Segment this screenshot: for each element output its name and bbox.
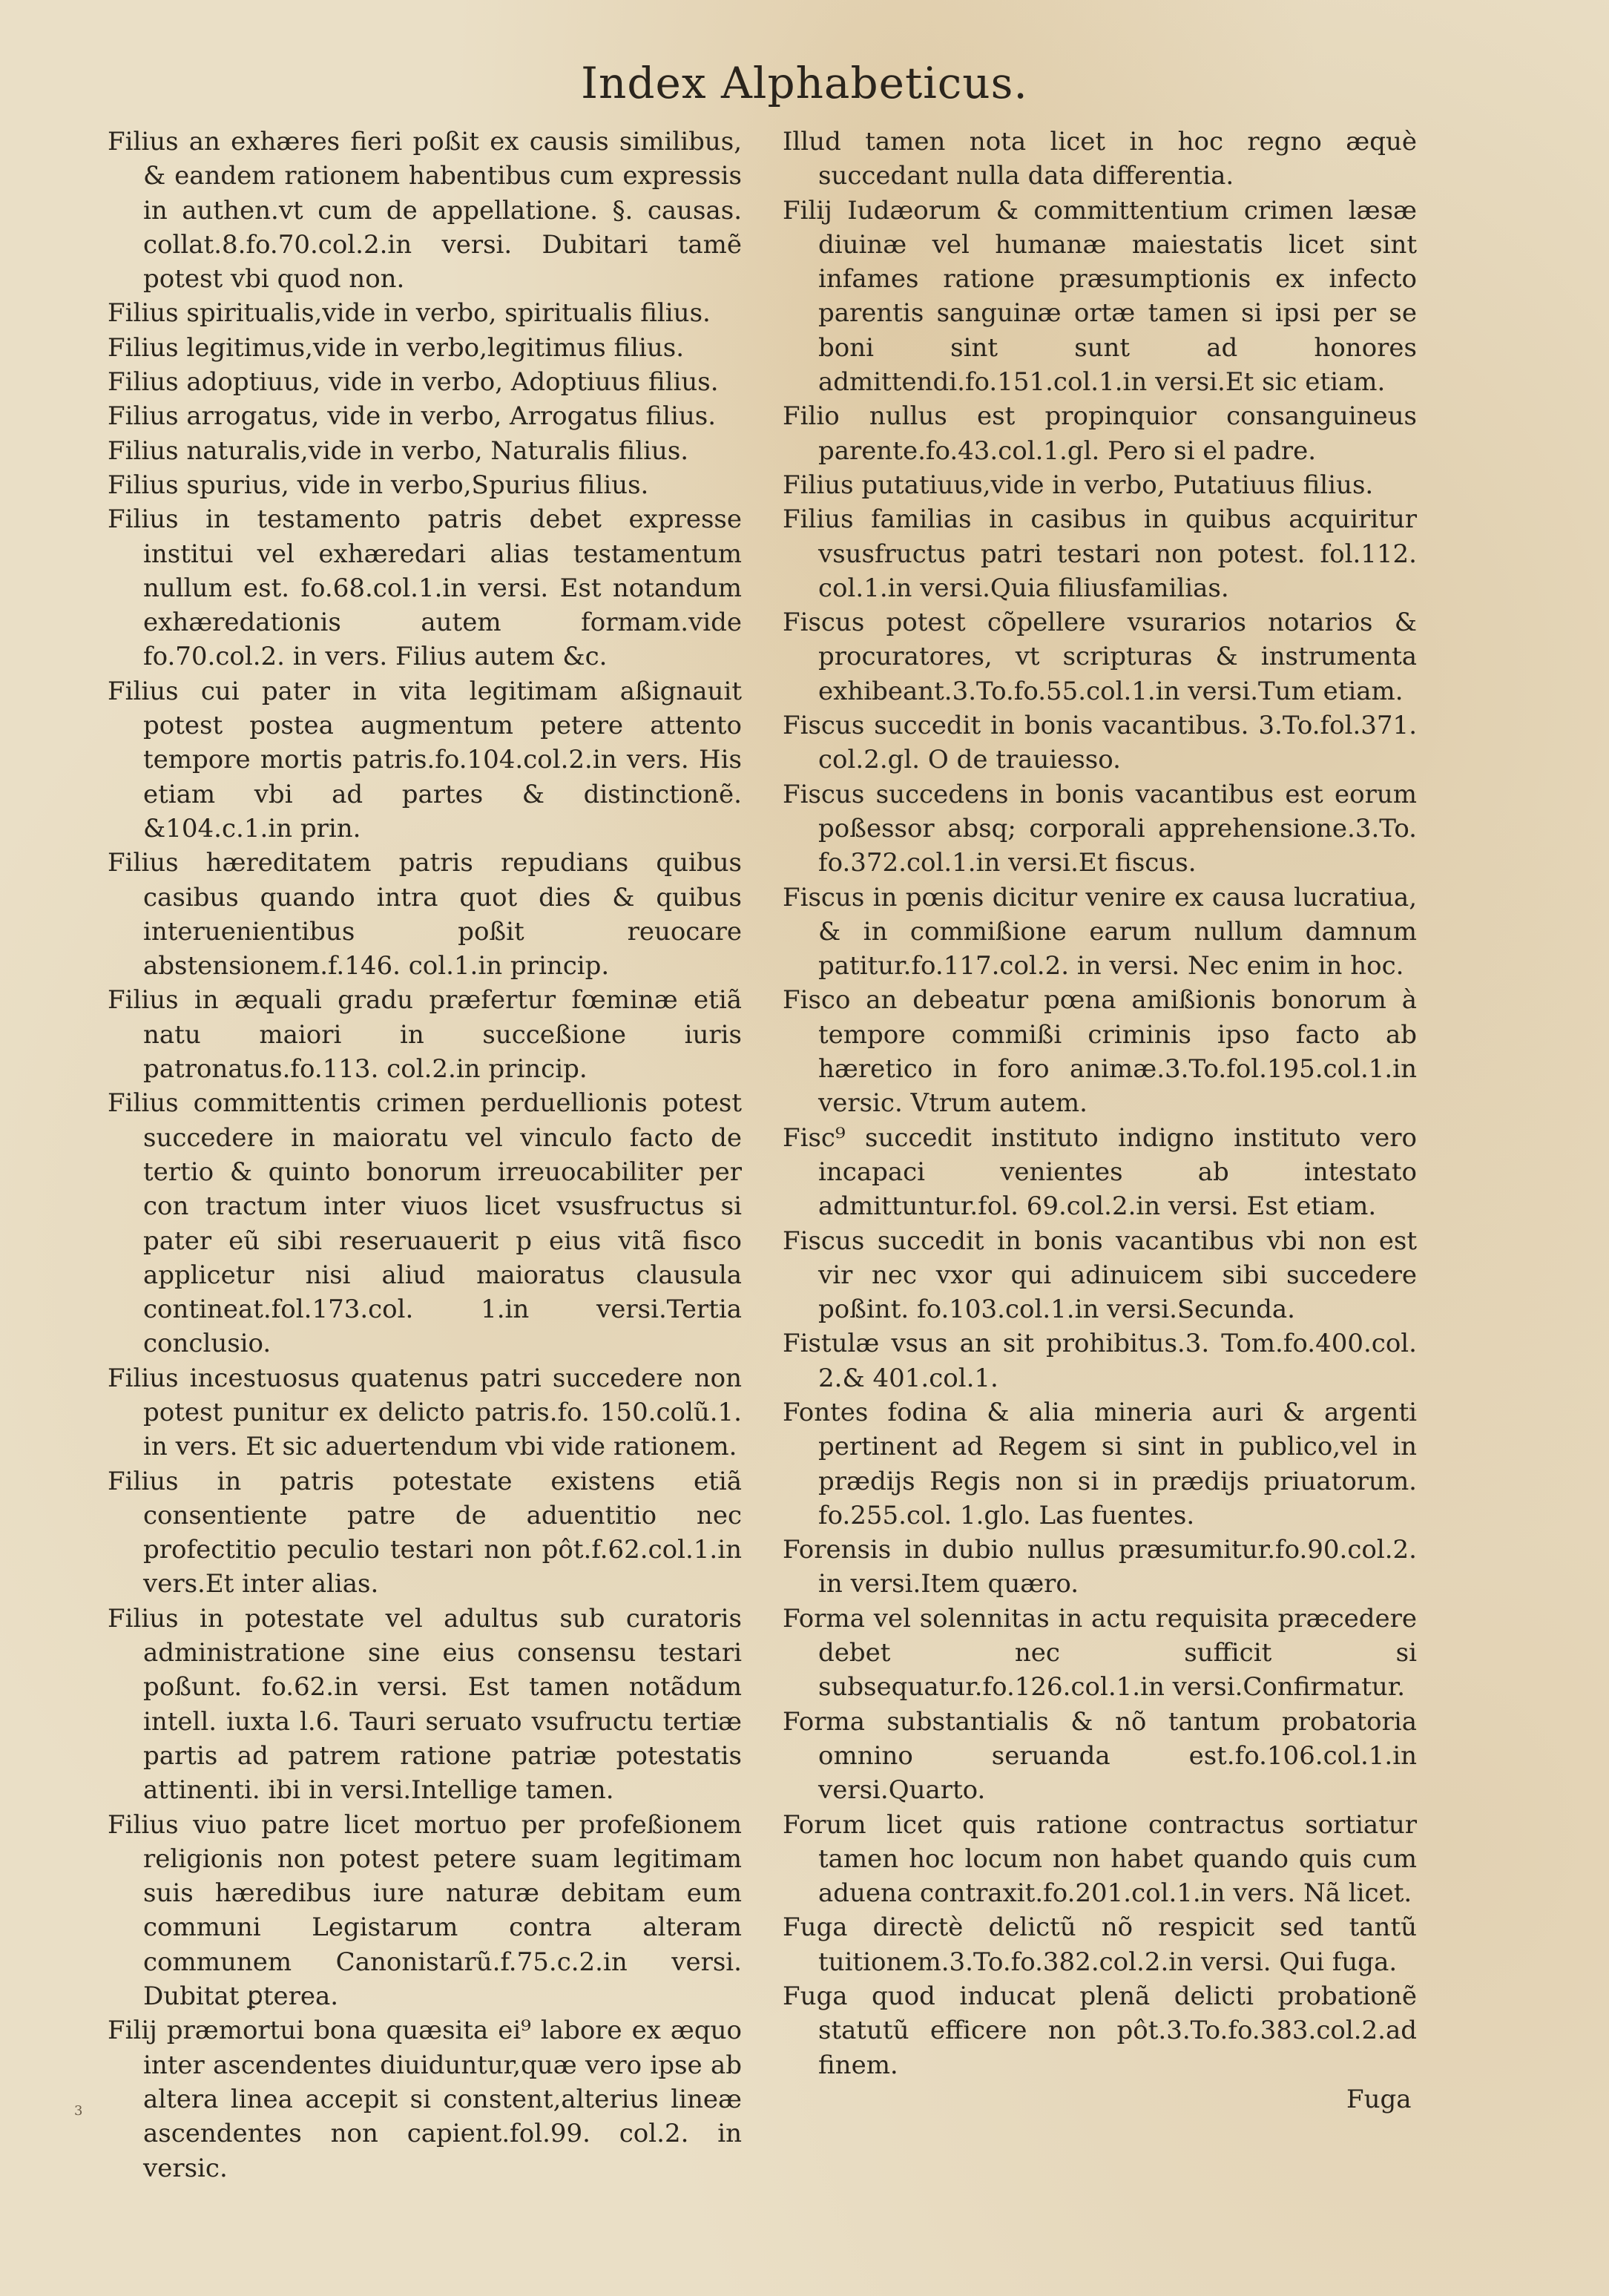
index-entry: Filij præmortui bona quæsita ei⁹ labore ex æquo inter ascendentes diuiduntur,quæ vero ipse ab altera linea accepit si constent,alterius lineæ ascendentes non capient.fol.99. col.2. in versic. — [108, 2016, 742, 2183]
index-entry: Fiscus succedit in bonis vacantibus vbi non est vir nec vxor qui adinuicem sibi succedere poßint. fo.103.col.1.in versi.Secunda. — [783, 1226, 1417, 1325]
index-entry: Fiscus in pœnis dicitur venire ex causa lucratiua, & in commißione earum nullum damnum patitur.fo.117.col.2. in versi. Nec enim in hoc. — [783, 882, 1417, 981]
index-entry: Filius naturalis,vide in verbo, Naturalis filius. — [108, 435, 689, 466]
index-entry: Filius putatiuus,vide in verbo, Putatiuus filius. — [783, 470, 1374, 500]
index-entry: Fontes fodina & alia mineria auri & argenti pertinent ad Regem si sint in publico,vel in prædijs Regis non si in prædijs priuatorum. fo.255.col. 1.glo. Las fuentes. — [783, 1397, 1417, 1530]
signature-mark: 3 — [74, 2103, 83, 2119]
index-entry: Fiscus potest cõpellere vsurarios notarios & procuratores, vt scripturas & instrumenta exhibeant.3.To.fo.55.col.1.in versi.Tum etiam. — [783, 608, 1417, 706]
index-entry: Fuga quod inducat plenã delicti probationẽ statutũ efficere non pôt.3.To.fo.383.col.2.ad finem. — [783, 1981, 1417, 2080]
index-entry: Fisc⁹ succedit instituto indigno instituto vero incapaci venientes ab intestato admittuntur.fol. 69.col.2.in versi. Est etiam. — [783, 1122, 1417, 1222]
index-entry: Filius in patris potestate existens etiã consentiente patre de aduentitio nec profectitio peculio testari non pôt.f.62.col.1.in vers.Et inter alias. — [108, 1466, 742, 1599]
index-entry: Filius committentis crimen perduellionis potest succedere in maioratu vel vinculo facto de tertio & quinto bonorum irreuocabiliter per con tractum inter viuos licet vsusfructus si pater eũ sibi reseruauerit p eius vitã fisco applicetur nisi aliud maioratus clausula contineat.fol.173.col. 1.in versi.Tertia conclusio. — [108, 1088, 742, 1359]
index-entry: Forma vel solennitas in actu requisita præcedere debet nec sufficit si subsequatur.fo.126.col.1.in versi.Confirmatur. — [783, 1603, 1417, 1703]
left-column — [108, 125, 742, 2185]
index-entry: Filio nullus est propinquior consanguineus parente.fo.43.col.1.gl. Pero si el padre. — [783, 401, 1417, 466]
index-entry: Forum licet quis ratione contractus sortiatur tamen hoc locum non habet quando quis cum aduena contraxit.fo.201.col.1.in vers. Nã licet. — [783, 1809, 1417, 1909]
index-entry: Filius legitimus,vide in verbo,legitimus filius. — [108, 332, 685, 363]
index-entry: Filius in æquali gradu præfertur fœminæ etiã natu maiori in succeßione iuris patronatus.fo.113. col.2.in princip. — [108, 985, 742, 1085]
index-entry: Filius in potestate vel adultus sub curatoris administratione sine eius consensu testari poßunt. fo.62.in versi. Est tamen notãdum intell. iuxta l.6. Tauri seruato vsufructu tertiæ partis ad patrem ratione patriæ potestatis attinenti. ibi in versi.Intellige tamen. — [108, 1603, 742, 1806]
index-entry: Filius spiritualis,vide in verbo, spiritualis filius. — [108, 298, 711, 329]
catchword: Fuga — [1346, 2085, 1412, 2114]
index-entry: Fistulæ vsus an sit prohibitus.3. Tom.fo.400.col. 2.& 401.col.1. — [783, 1329, 1417, 1393]
index-entry: Fiscus succedens in bonis vacantibus est eorum poßessor absq; corporali apprehensione.3.To. fo.372.col.1.in versi.Et fiscus. — [783, 779, 1417, 878]
index-entry: Fiscus succedit in bonis vacantibus. 3.To.fol.371. col.2.gl. O de trauiesso. — [783, 711, 1417, 775]
index-entry: Filius an exhæres fieri poßit ex causis similibus, & eandem rationem habentibus cum expressis in authen.vt cum de appellatione. §. causas. collat.8.fo.70.col.2.in versi. Dubitari tamẽ potest vbi quod non. — [108, 127, 742, 295]
index-entry: Filius hæreditatem patris repudians quibus casibus quando intra quot dies & quibus interuenientibus poßit reuocare abstensionem.f.146. col.1.in princip. — [108, 848, 742, 981]
index-entry: Forensis in dubio nullus præsumitur.fo.90.col.2. in versi.Item quæro. — [783, 1535, 1417, 1599]
index-entry: Forma substantialis & nõ tantum probatoria omnino seruanda est.fo.106.col.1.in versi.Quarto. — [783, 1706, 1417, 1806]
index-entry: Filius viuo patre licet mortuo per profeßionem religionis non potest petere suam legitimam suis hæredibus iure naturæ debitam eum communi Legistarum contra alteram communem Canonistarũ.f.75.c.2.in versi. Dubitat ꝑterea. — [108, 1809, 742, 2012]
index-entry: Filius incestuosus quatenus patri succedere non potest punitur ex delicto patris.fo. 150.colũ.1. in vers. Et sic aduertendum vbi vide rationem. — [108, 1363, 742, 1462]
index-entry: Filius adoptiuus, vide in verbo, Adoptiuus filius. — [108, 367, 719, 398]
index-entry: Filij Iudæorum & committentium crimen læsæ diuinæ vel humanæ maiestatis licet sint infames ratione præsumptionis ex infecto parentis sanguinæ ortæ tamen si ipsi per se boni sint sunt ad honores admittendi.fo.151.col.1.in versi.Et sic etiam. — [783, 195, 1417, 398]
index-entry: Filius cui pater in vita legitimam aßignauit potest postea augmentum petere attento tempore mortis patris.fo.104.col.2.in vers. His etiam vbi ad partes & distinctionẽ. &104.c.1.in prin. — [108, 676, 742, 843]
page-title: Index Alphabeticus. — [581, 58, 1028, 108]
index-entry: Filius familias in casibus in quibus acquiritur vsusfructus patri testari non potest. fol.112. col.1.in versi.Quia filiusfamilias. — [783, 504, 1417, 603]
index-entry: Filius arrogatus, vide in verbo, Arrogatus filius. — [108, 401, 717, 432]
right-column — [783, 125, 1417, 2082]
index-entry: Illud tamen nota licet in hoc regno æquè succedant nulla data differentia. — [783, 127, 1417, 191]
index-entry: Fisco an debeatur pœna amißionis bonorum à tempore commißi criminis ipso facto ab hæretico in foro animæ.3.To.fol.195.col.1.in versic. Vtrum autem. — [783, 985, 1417, 1119]
index-entry: Filius spurius, vide in verbo,Spurius filius. — [108, 470, 649, 500]
index-entry: Filius in testamento patris debet expresse institui vel exhæredari alias testamentum nullum est. fo.68.col.1.in versi. Est notandum exhæredationis autem formam.vide fo.70.col.2. in vers. Filius autem &c. — [108, 504, 742, 672]
index-entry: Fuga directè delictũ nõ respicit sed tantũ tuitionem.3.To.fo.382.col.2.in versi. Qui fuga. — [783, 1912, 1417, 1977]
